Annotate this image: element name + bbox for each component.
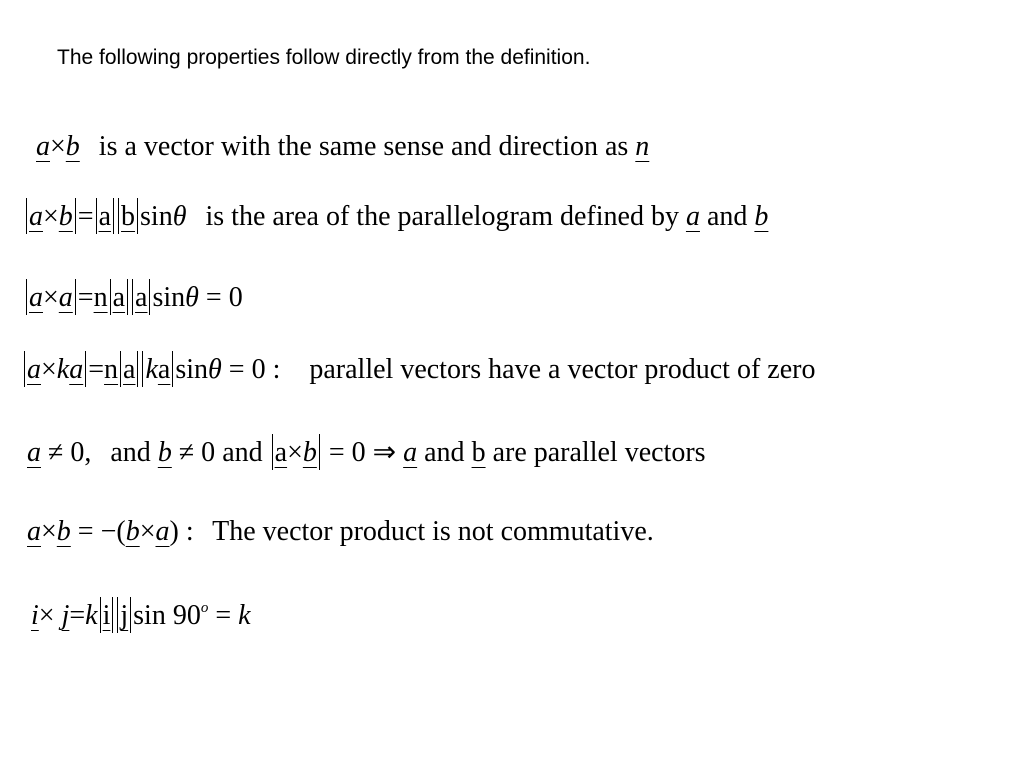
math-expression: a×a =n a a sinθ = 0 xyxy=(24,282,243,313)
property-text: parallel vectors have a vector product of zero xyxy=(309,354,816,385)
math-symbol: a xyxy=(685,201,700,232)
and-word: and xyxy=(110,437,151,468)
math-symbol: b xyxy=(471,437,486,468)
and-word: and xyxy=(222,437,263,468)
intro-text: The following properties follow directly from the definition. xyxy=(57,46,591,69)
property-7 xyxy=(31,588,251,636)
math-expression: b ≠ 0 xyxy=(157,437,216,468)
math-expression: a×ka =n a ka sinθ = 0 : xyxy=(22,354,280,385)
property-text: is the area of the parallelogram defined by xyxy=(205,201,679,232)
math-expression: a×b = 0 ⇒ a xyxy=(270,437,418,468)
property-5 xyxy=(27,433,706,473)
math-symbol: n xyxy=(635,131,650,162)
and-word: and xyxy=(706,201,748,232)
property-2 xyxy=(24,197,768,237)
property-text: is a vector with the same sense and direction as xyxy=(98,131,629,162)
math-expression: a×b xyxy=(36,131,80,162)
math-expression: a×b = a b sinθ xyxy=(24,201,186,232)
property-1 xyxy=(36,127,649,167)
property-text: The vector product is not commutative. xyxy=(212,516,654,547)
property-text: are parallel vectors xyxy=(492,437,706,468)
and-word: and xyxy=(424,437,465,468)
property-6 xyxy=(27,512,654,552)
property-4 xyxy=(22,350,815,390)
property-3 xyxy=(24,278,243,318)
math-symbol: b xyxy=(754,201,769,232)
math-expression: a ≠ 0, xyxy=(27,437,92,468)
math-expression: i× j=k i j $\sin 90^o = k$ xyxy=(31,600,251,631)
math-expression: a×b = −(b×a) : xyxy=(27,516,194,547)
